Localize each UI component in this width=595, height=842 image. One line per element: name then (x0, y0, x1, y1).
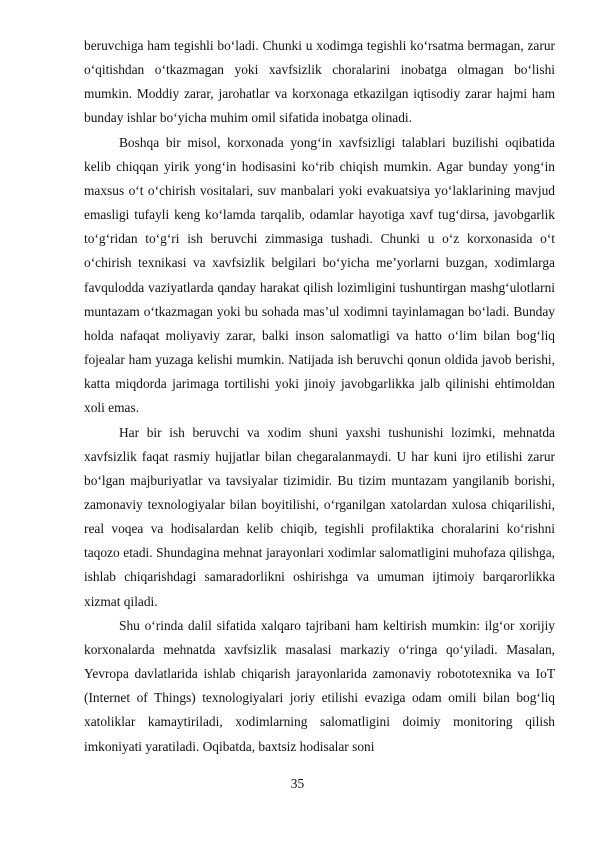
page-number: 35 (290, 776, 305, 791)
paragraph: Har bir ish beruvchi va xodim shuni yaxshi tushunishi lozimki, mehnatda xavfsizlik faqat rasmiy hujjatlar bilan chegaralanmaydi. U har kuni ijro etilishi zarur bo‘lgan majburiyatlar va tavsiyalar tizimidir. Bu tizim muntazam yangilanib borishi, zamonaviy texnologiyalar bilan boyitilishi, o‘rganilgan xatolardan xulosa chiqarilishi, real voqea va hodisalardan kelib chiqib, tegishli profilaktika choralarini ko‘rishni taqozo etadi. Shundagina mehnat jarayonlari xodimlar salomatligini muhofaza qilishga, ishlab chiqarishdagi samaradorlikni oshirishga va umuman ijtimoiy barqarorlikka xizmat qiladi. (84, 424, 555, 609)
paragraph: beruvchiga ham tegishli bo‘ladi. Chunki u xodimga tegishli ko‘rsatma bermagan, zarur o‘qitishdan o‘tkazmagan yoki xavfsizlik choralarini inobatga olmagan bo‘lishi mumkin. Moddiy zarar, jarohatlar va korxonaga etkazilgan iqtisodiy zarar hajmi ham bunday ishlar bo‘yicha muhim omil sifatida inobatga olinadi. (84, 38, 555, 126)
body-text (84, 34, 555, 759)
paragraph: Boshqa bir misol, korxonada yong‘in xavfsizligi talablari buzilishi oqibatida kelib chiqqan yirik yong‘in hodisasini ko‘rib chiqish mumkin. Agar bunday yong‘in maxsus o‘t o‘chirish vositalari, suv manbalari yoki evakuatsiya yo‘laklarining mavjud emasligi tufayli keng ko‘lamda tarqalib, odamlar hayotiga xavf tug‘dirsa, javobgarlik to‘g‘ridan to‘g‘ri ish beruvchi zimmasiga tushadi. Chunki u o‘z korxonasida o‘t o‘chirish texnikasi va xavfsizlik belgilari bo‘yicha me’yorlarni buzgan, xodimlarga favqulodda vaziyatlarda qanday harakat qilish lozimligini tushuntirgan mashg‘ulotlarni muntazam o‘tkazmagan yoki bu sohada mas’ul xodimni tayinlamagan bo‘ladi. Bunday holda nafaqat moliyaviy zarar, balki inson salomatligi va hatto o‘lim bilan bog‘liq fojealar ham yuzaga kelishi mumkin. Natijada ish beruvchi qonun oldida javob berishi, katta miqdorda jarimaga tortilishi yoki jinoiy javobgarlikka jalb qilinishi ehtimoldan xoli emas. (84, 134, 555, 416)
paragraph: Shu o‘rinda dalil sifatida xalqaro tajribani ham keltirish mumkin: ilg‘or xorijiy korxonalarda mehnatda xavfsizlik masalasi markaziy o‘ringa qo‘yiladi. Masalan, Yevropa davlatlarida ishlab chiqarish jarayonlarida zamonaviy robototexnika va IoT (Internet of Things) texnologiyalari joriy etilishi evaziga odam omili bilan bog‘liq xatoliklar kamaytiriladi, xodimlarning salomatligini doimiy monitoring qilish imkoniyati yaratiladi. Oqibatda, baxtsiz hodisalar soni (84, 617, 555, 754)
